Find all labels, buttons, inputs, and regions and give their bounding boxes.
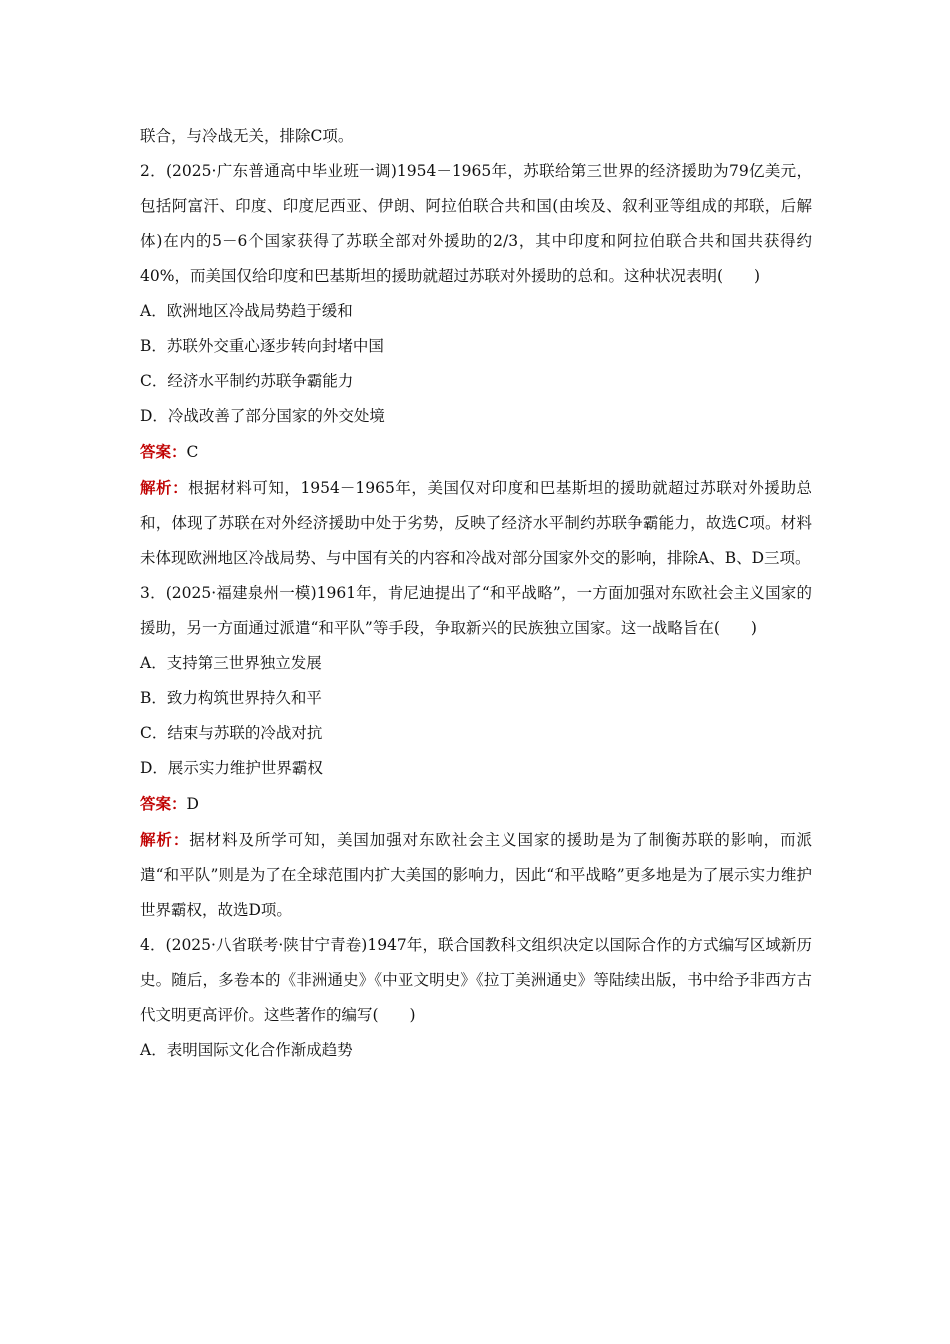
answer-label: 答案： xyxy=(140,442,187,461)
question-3-analysis xyxy=(140,822,812,928)
question-2-option-b: B．苏联外交重心逐步转向封堵中国 xyxy=(140,337,384,355)
analysis-label: 解析： xyxy=(140,478,189,497)
question-3-stem: 3．(2025·福建泉州一模)1961年，肯尼迪提出了“和平战略”，一方面加强对东欧社会主义国家的援助，另一方面通过派遣“和平队”等手段，争取新兴的民族独立国家。这一战略旨在( ) xyxy=(140,584,812,637)
question-3-option-c: C．结束与苏联的冷战对抗 xyxy=(140,724,323,742)
question-2-stem: 2．(2025·广东普通高中毕业班一调)1954－1965年，苏联给第三世界的经济援助为79亿美元，包括阿富汗、印度、印度尼西亚、伊朗、阿拉伯联合共和国(由埃及、叙利亚等组成的邦联，后解体)在内的5－6个国家获得了苏联全部对外援助的2/3，其中印度和阿拉伯联合共和国共获得约40%，而美国仅给印度和巴基斯坦的援助就超过苏联对外援助的总和。这种状况表明( ) xyxy=(140,162,812,285)
question-3-option-a: A．支持第三世界独立发展 xyxy=(140,654,322,672)
question-3-option-b: B．致力构筑世界持久和平 xyxy=(140,689,322,707)
question-4-stem: 4．(2025·八省联考·陕甘宁青卷)1947年，联合国教科文组织决定以国际合作的方式编写区域新历史。随后，多卷本的《非洲通史》《中亚文明史》《拉丁美洲通史》等陆续出版，书中给予非西方古代文明更高评价。这些著作的编写( ) xyxy=(140,936,812,1024)
analysis-text: 根据材料可知，1954－1965年，美国仅对印度和巴基斯坦的援助就超过苏联对外援助总和，体现了苏联在对外经济援助中处于劣势，反映了经济水平制约苏联争霸能力，故选C项。材料未体现欧洲地区冷战局势、与中国有关的内容和冷战对部分国家外交的影响，排除A、B、D三项。 xyxy=(140,479,812,567)
question-2-option-d: D．冷战改善了部分国家的外交处境 xyxy=(140,407,385,425)
answer-value: C xyxy=(186,443,199,461)
prev-analysis-tail: 联合，与冷战无关，排除C项。 xyxy=(140,127,354,145)
question-2-analysis xyxy=(140,470,812,576)
document-page xyxy=(140,119,812,1068)
answer-label: 答案： xyxy=(140,794,187,813)
question-2-answer xyxy=(140,434,812,470)
analysis-label: 解析： xyxy=(140,830,190,849)
question-4-option-a: A．表明国际文化合作渐成趋势 xyxy=(140,1041,353,1059)
question-3-answer xyxy=(140,786,812,822)
question-3-option-d: D．展示实力维护世界霸权 xyxy=(140,759,323,777)
question-2-option-c: C．经济水平制约苏联争霸能力 xyxy=(140,372,354,390)
question-2-option-a: A．欧洲地区冷战局势趋于缓和 xyxy=(140,302,353,320)
analysis-text: 据材料及所学可知，美国加强对东欧社会主义国家的援助是为了制衡苏联的影响，而派遣“和平队”则是为了在全球范围内扩大美国的影响力，因此“和平战略”更多地是为了展示实力维护世界霸权，故选D项。 xyxy=(140,831,812,919)
answer-value: D xyxy=(186,795,199,813)
